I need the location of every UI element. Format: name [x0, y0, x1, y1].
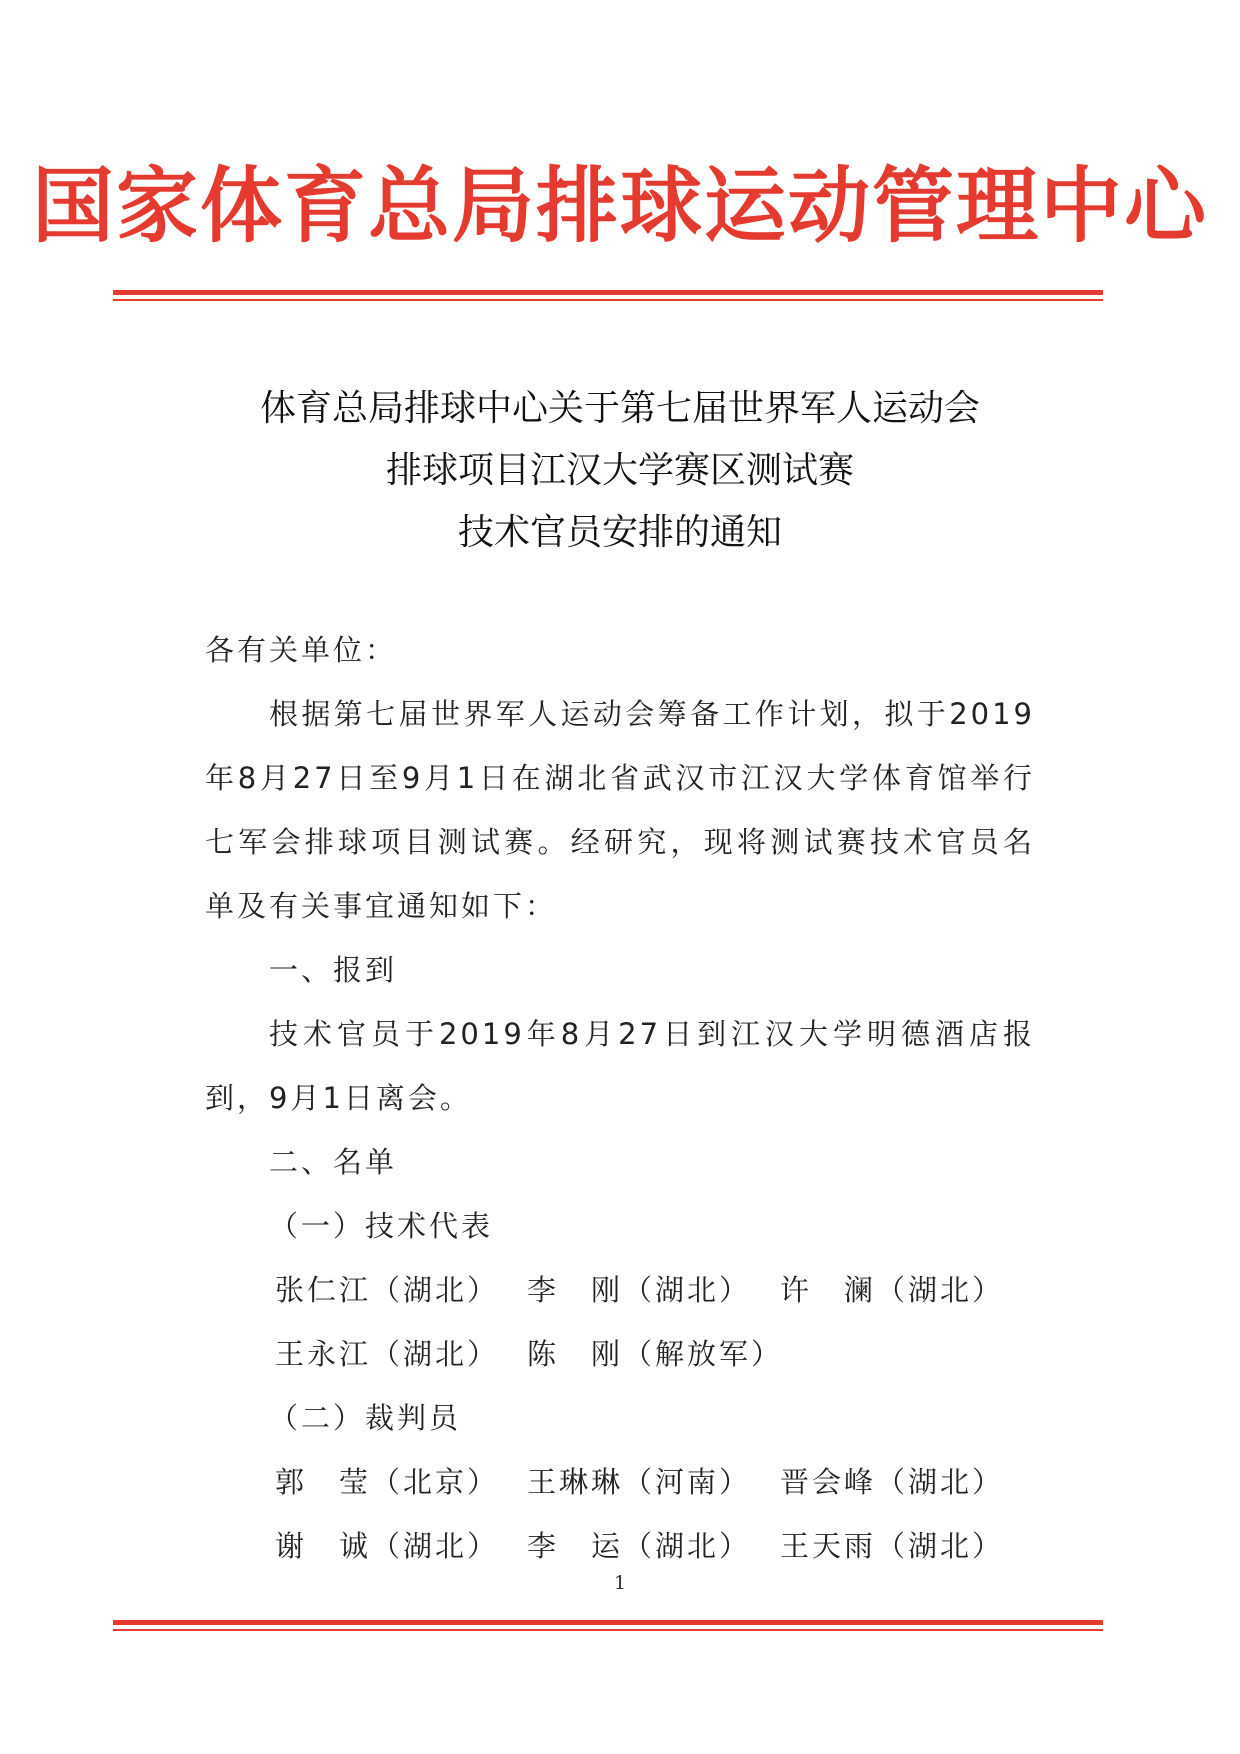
letterhead-title: 国家体育总局排球运动管理中心 — [31, 158, 1208, 254]
name-entry: 王永江（湖北） — [275, 1337, 500, 1371]
tech-reps-heading: （一）技术代表 — [269, 1209, 494, 1243]
name-row — [205, 1450, 1035, 1514]
name-entry: 郭 莹（北京） — [275, 1465, 500, 1499]
intro-paragraph: 根据第七届世界军人运动会筹备工作计划，拟于2019年8月27日至9月1日在湖北省武汉市江汉大学体育馆举行七军会排球项目测试赛。经研究，现将测试赛技术官员名单及有关事宜通知如下： — [205, 697, 1035, 923]
name-entry: 王琳琳（河南） — [527, 1465, 752, 1499]
title-line-1: 体育总局排球中心关于第七届世界军人运动会 — [259, 388, 980, 429]
title-line-2: 排球项目江汉大学赛区测试赛 — [385, 450, 854, 491]
name-entry: 晋会峰（湖北） — [780, 1465, 1005, 1499]
section-1-heading: 一、报到 — [269, 953, 398, 987]
name-entry: 李 刚（湖北） — [527, 1273, 752, 1307]
name-row — [205, 1514, 1035, 1578]
name-entry: 王天雨（湖北） — [780, 1529, 1005, 1563]
title-line-3: 技术官员安排的通知 — [457, 512, 782, 553]
rule-thick-line — [113, 290, 1103, 295]
rule-thin-line — [113, 299, 1103, 301]
section-1-text: 技术官员于2019年8月27日到江汉大学明德酒店报到，9月1日离会。 — [205, 1017, 1035, 1115]
letterhead-rule — [113, 290, 1103, 301]
name-entry: 陈 刚（解放军） — [527, 1337, 784, 1371]
name-row — [205, 1322, 1035, 1386]
footer-rule — [113, 1620, 1103, 1631]
page-number: 1 — [613, 1572, 627, 1594]
name-row — [205, 1258, 1035, 1322]
name-entry: 张仁江（湖北） — [275, 1273, 500, 1307]
name-entry: 李 运（湖北） — [527, 1529, 752, 1563]
name-entry: 许 澜（湖北） — [780, 1273, 1005, 1307]
document-body — [205, 618, 1035, 1578]
salutation: 各有关单位： — [205, 633, 398, 667]
name-entry: 谢 诚（湖北） — [275, 1529, 500, 1563]
referees-heading: （二）裁判员 — [269, 1401, 462, 1435]
rule-thick-line — [113, 1620, 1103, 1625]
document-title — [0, 378, 1240, 564]
rule-thin-line — [113, 1629, 1103, 1631]
section-2-heading: 二、名单 — [269, 1145, 398, 1179]
